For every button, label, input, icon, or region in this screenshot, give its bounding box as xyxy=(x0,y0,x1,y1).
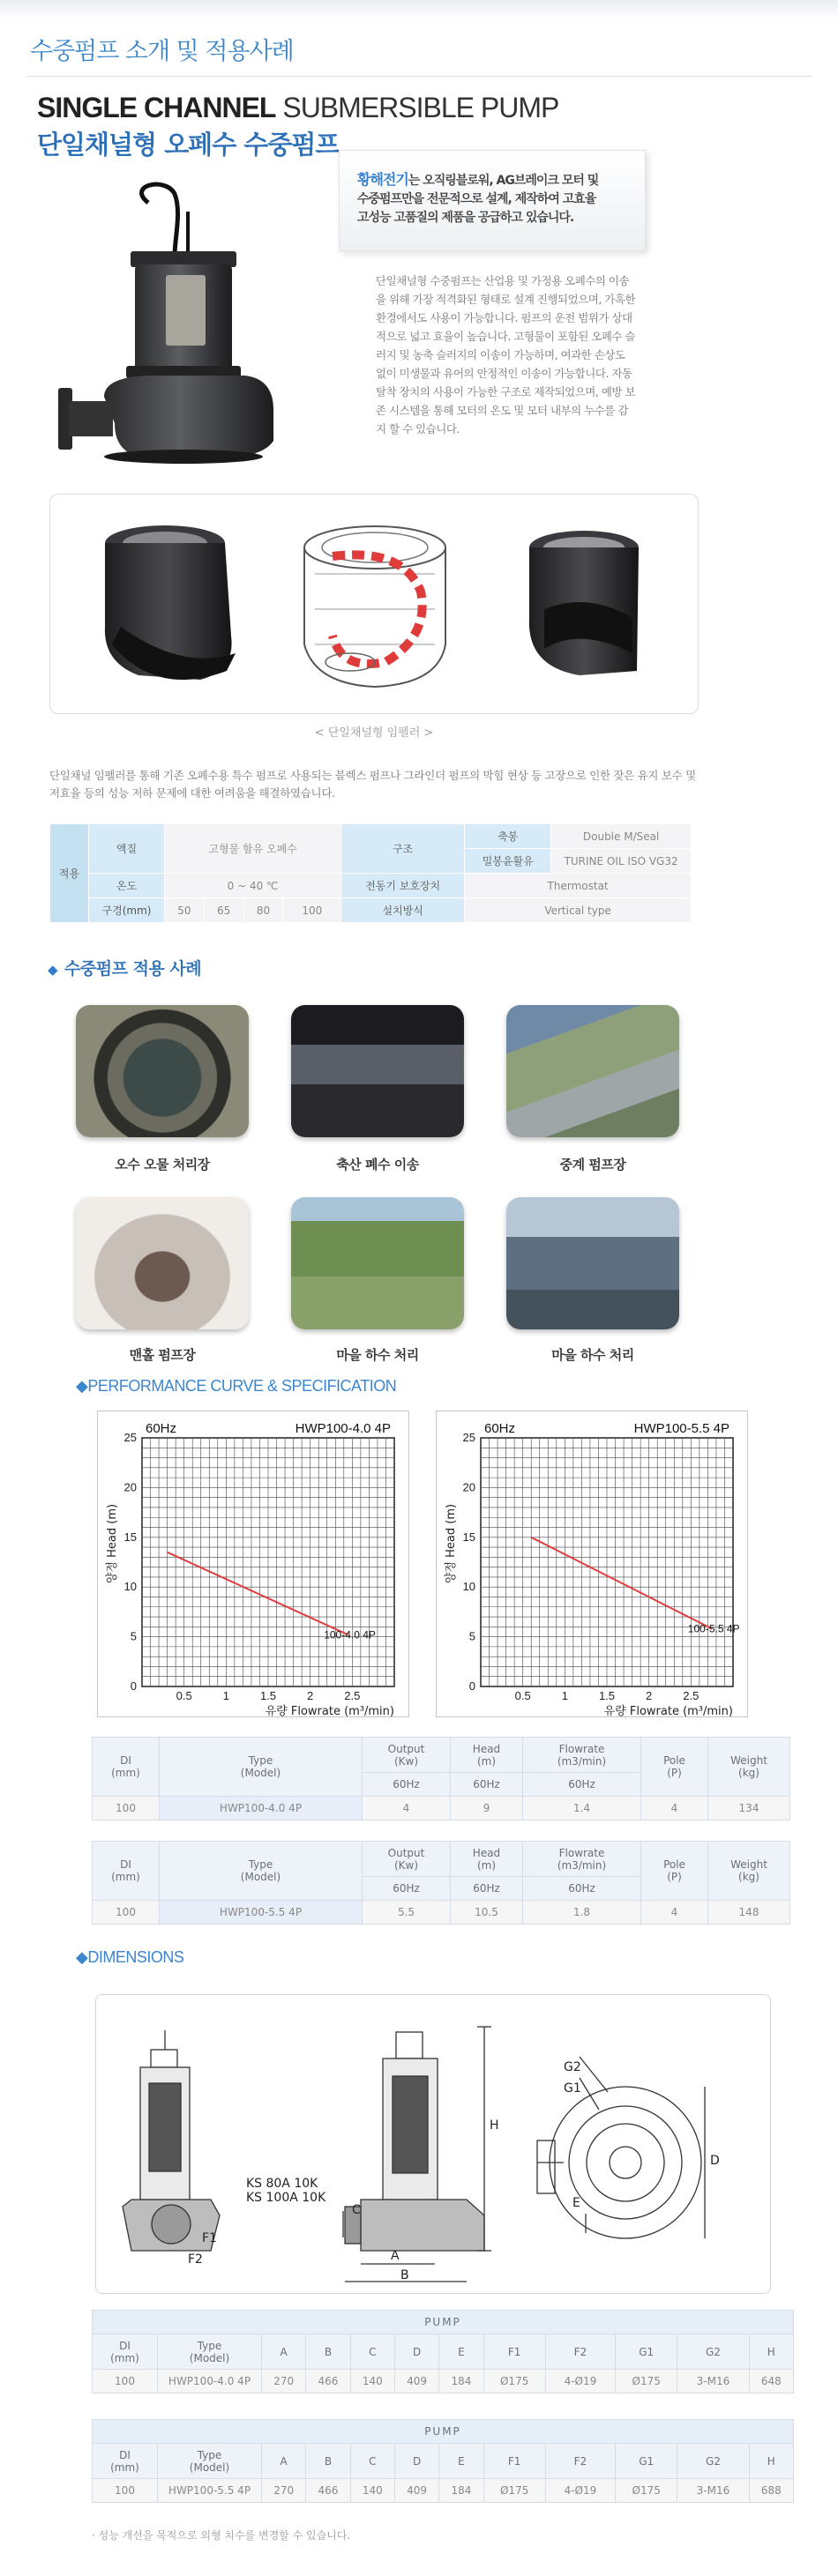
pump-image xyxy=(42,176,307,467)
install-value: Vertical type xyxy=(465,898,692,923)
header-di: DI (mm) xyxy=(93,2444,158,2479)
case-caption: 마을 하수 처리 xyxy=(551,1347,634,1363)
pump-title: PUMP xyxy=(93,2420,794,2444)
x-tick-label: 0.5 xyxy=(514,1689,531,1702)
impeller-illustration xyxy=(50,495,700,715)
header-f1: F1 xyxy=(483,2444,545,2479)
y-tick-label: 0 xyxy=(468,1679,475,1693)
intro-line-1: 는 오직링블로워, AG브레이크 모터 및 xyxy=(408,174,599,188)
chart-svg xyxy=(98,1411,410,1718)
header-head: Head (m) xyxy=(451,1842,523,1877)
header-hz: 60Hz xyxy=(523,1773,641,1797)
cell-type: HWP100-5.5 4P xyxy=(160,1901,363,1925)
header-c: C xyxy=(350,2444,394,2479)
header-weight: Weight (kg) xyxy=(708,1738,790,1797)
case-photo-manhole xyxy=(76,1197,249,1329)
title-divider xyxy=(26,76,812,77)
header-di: DI (mm) xyxy=(93,2334,158,2370)
label-e: E xyxy=(572,2196,580,2210)
motor-protect-label: 전동기 보호장치 xyxy=(341,874,465,898)
label-g2: G2 xyxy=(564,2060,581,2074)
y-tick-label: 5 xyxy=(130,1629,137,1643)
product-title-kr: 단일채널형 오페수 수중펌프 xyxy=(37,130,340,160)
cell-h: 688 xyxy=(749,2479,793,2503)
label-b: B xyxy=(400,2268,409,2282)
y-tick-label: 0 xyxy=(130,1679,137,1693)
case-caption: 맨홀 펌프장 xyxy=(129,1347,196,1363)
header-b: B xyxy=(306,2444,350,2479)
cell-d: 409 xyxy=(394,2479,438,2503)
header-di: DI (mm) xyxy=(93,1842,160,1901)
cell-di: 100 xyxy=(93,2370,158,2394)
y-axis-label: 양정 Head (m) xyxy=(445,1503,458,1584)
y-tick-label: 15 xyxy=(123,1530,137,1544)
case-caption: 오수 오물 처리장 xyxy=(115,1157,210,1173)
intro-box xyxy=(339,150,646,251)
spec-table xyxy=(49,823,692,923)
header-f2: F2 xyxy=(545,2444,615,2479)
header-output: Output (Kw) xyxy=(363,1842,451,1877)
header-g1: G1 xyxy=(616,2444,677,2479)
case-photo-relay xyxy=(506,1005,679,1137)
case-photo-village2 xyxy=(506,1197,679,1329)
table-row xyxy=(93,2479,794,2503)
header-a: A xyxy=(262,2444,306,2479)
header-g2: G2 xyxy=(677,2444,749,2479)
table-row xyxy=(93,1797,790,1820)
cell-e: 184 xyxy=(439,2370,483,2394)
cell-head: 10.5 xyxy=(451,1901,523,1925)
cell-output: 5.5 xyxy=(363,1901,451,1925)
cell-type: HWP100-4.0 4P xyxy=(160,1797,363,1820)
label-f2: F2 xyxy=(188,2252,203,2267)
label-a: A xyxy=(391,2249,400,2263)
cell-g2: 3-M16 xyxy=(677,2479,749,2503)
header-hz: 60Hz xyxy=(451,1773,523,1797)
series-label: 100-4.0 4P xyxy=(324,1628,376,1642)
x-tick-label: 0.5 xyxy=(176,1689,192,1702)
label-g1: G1 xyxy=(564,2081,581,2096)
diamond-icon: ◆ xyxy=(76,1948,88,1966)
cell-c: 140 xyxy=(350,2370,394,2394)
intro-line-2: 수중펌프만을 전문적으로 설계, 제작하여 고효율 xyxy=(357,192,596,206)
header-weight: Weight (kg) xyxy=(708,1842,790,1901)
y-tick-label: 15 xyxy=(462,1530,475,1544)
structure-label: 구조 xyxy=(341,824,465,874)
intro-line-3: 고성능 고품질의 제품을 공급하고 있습니다. xyxy=(357,211,574,225)
y-tick-label: 5 xyxy=(468,1629,475,1643)
header-e: E xyxy=(439,2444,483,2479)
label-d: D xyxy=(710,2154,720,2168)
cell-c: 140 xyxy=(350,2479,394,2503)
case-caption: 중계 펌프장 xyxy=(559,1157,626,1173)
cell-pole: 4 xyxy=(641,1901,708,1925)
header-head: Head (m) xyxy=(451,1738,523,1773)
cell-type: HWP100-5.5 4P xyxy=(158,2479,262,2503)
x-tick-label: 1.5 xyxy=(598,1689,616,1702)
bore-label: 구경(mm) xyxy=(89,898,165,923)
intro-description: 단일채널형 수중펌프는 산업용 및 가정용 오폐수의 이송을 위해 가장 적격화된 형태로 설계 진행되었으며, 가혹한 환경에서도 사용이 가능합니다. 펌프의 운전 범위가 상대적으로 넓고 효율이 높습니다. 고형물이 포함된 오폐수 슬러지 및 농축 슬러지의 이송이 가능하며, 여과한 손상도 없이 미생물과 유어의 안정적인 이송이 가능합니다. 자동 탈착 장치의 사용이 가능한 구조로 제작되었으며, 예방 보존 시스템을 통해 모터의 온도 및 모터 내부의 누수를 감지 할 수 있습니다. xyxy=(376,274,636,436)
cell-e: 184 xyxy=(439,2479,483,2503)
dimension-table-1 xyxy=(92,2310,794,2394)
dimension-drawing-panel xyxy=(95,1994,771,2294)
cell-flowrate: 1.8 xyxy=(523,1901,641,1925)
header-b: B xyxy=(306,2334,350,2370)
header-flowrate: Flowrate (m3/min) xyxy=(523,1738,641,1773)
impeller-panel xyxy=(49,494,699,714)
dimensions-heading: ◆DIMENSIONS xyxy=(76,1948,184,1966)
bore-value: 65 xyxy=(204,898,243,923)
company-name: 황해전기 xyxy=(357,171,408,188)
header-type: Type (Model) xyxy=(160,1738,363,1797)
x-tick-label: 1.5 xyxy=(259,1689,277,1702)
header-type: Type (Model) xyxy=(158,2334,262,2370)
seal-value: Double M/Seal xyxy=(551,824,692,849)
header-h: H xyxy=(749,2444,793,2479)
bore-value: 50 xyxy=(165,898,205,923)
cell-weight: 134 xyxy=(708,1797,790,1820)
temp-label: 온도 xyxy=(89,874,165,898)
cell-d: 409 xyxy=(394,2370,438,2394)
header-type: Type (Model) xyxy=(158,2444,262,2479)
cell-output: 4 xyxy=(363,1797,451,1820)
chart-title: HWP100-5.5 4P xyxy=(633,1421,730,1436)
x-tick-label: 2.5 xyxy=(683,1689,700,1702)
header-f1: F1 xyxy=(483,2334,545,2370)
performance-chart-1 xyxy=(97,1411,409,1717)
x-axis-label: 유량 Flowrate (m³/min) xyxy=(265,1705,394,1718)
chart-title: HWP100-4.0 4P xyxy=(295,1421,391,1436)
temp-value: 0 ~ 40 ℃ xyxy=(165,874,341,898)
x-tick-label: 2 xyxy=(646,1689,653,1702)
seal-label: 축봉 xyxy=(465,824,551,849)
cell-weight: 148 xyxy=(708,1901,790,1925)
case-caption: 마을 하수 처리 xyxy=(336,1347,419,1363)
label-c: C xyxy=(352,2203,361,2217)
case-photo-sewage xyxy=(76,1005,249,1137)
cell-g1: Ø175 xyxy=(616,2370,677,2394)
header-f2: F2 xyxy=(545,2334,615,2370)
impeller-caption: < 단일채널형 임펠러 > xyxy=(314,726,434,740)
label-f1: F1 xyxy=(202,2231,217,2245)
performance-chart-2 xyxy=(436,1411,748,1717)
header-pole: Pole (P) xyxy=(641,1842,708,1901)
cell-pole: 4 xyxy=(641,1797,708,1820)
case-photo-village1 xyxy=(291,1197,464,1329)
header-hz: 60Hz xyxy=(523,1877,641,1901)
header-flowrate: Flowrate (m3/min) xyxy=(523,1842,641,1877)
diamond-icon: ◆ xyxy=(48,962,58,978)
header-g2: G2 xyxy=(677,2334,749,2370)
cell-f1: Ø175 xyxy=(483,2370,545,2394)
cell-a: 270 xyxy=(262,2370,306,2394)
product-title-en: SINGLE CHANNEL SUBMERSIBLE PUMP xyxy=(37,92,559,123)
description-paragraph: 단일채널 임펠러를 통해 기존 오폐수용 특수 펌프로 사용되는 블렉스 펌프나 그라인더 펌프의 막힘 현상 등 고장으로 인한 잦은 유지 보수 및 저효율 등의 성능 저하 문제에 대한 여려움을 해결하였습니다. xyxy=(49,769,696,800)
cell-h: 648 xyxy=(749,2370,793,2394)
freq-label: 60Hz xyxy=(146,1421,177,1436)
header-pole: Pole (P) xyxy=(641,1738,708,1797)
series-label: 100-5.5 4P xyxy=(687,1622,740,1635)
pump-title: PUMP xyxy=(93,2311,794,2334)
cell-di: 100 xyxy=(93,1797,160,1820)
apply-label: 적용 xyxy=(50,824,89,923)
header-g1: G1 xyxy=(616,2334,677,2370)
cell-f1: Ø175 xyxy=(483,2479,545,2503)
liquid-label: 액질 xyxy=(89,824,165,874)
x-tick-label: 2 xyxy=(307,1689,314,1702)
cell-b: 466 xyxy=(306,2479,350,2503)
cell-g2: 3-M16 xyxy=(677,2370,749,2394)
header-output: Output (Kw) xyxy=(363,1738,451,1773)
header-hz: 60Hz xyxy=(363,1877,451,1901)
cell-g1: Ø175 xyxy=(616,2479,677,2503)
oil-label: 밀봉윤활유 xyxy=(465,849,551,874)
x-axis-label: 유량 Flowrate (m³/min) xyxy=(603,1705,733,1718)
dimension-table-2 xyxy=(92,2419,794,2503)
cell-flowrate: 1.4 xyxy=(523,1797,641,1820)
page-title: 수중펌프 소개 및 적용사례 xyxy=(30,38,294,65)
freq-label: 60Hz xyxy=(484,1421,516,1436)
label-ks-80a: KS 80A 10K xyxy=(246,2177,318,2191)
y-tick-label: 20 xyxy=(462,1480,475,1494)
header-d: D xyxy=(394,2334,438,2370)
motor-protect-value: Thermostat xyxy=(465,874,692,898)
cases-heading: ◆ 수중펌프 적용 사례 xyxy=(48,959,202,979)
bore-value: 100 xyxy=(283,898,341,923)
y-tick-label: 25 xyxy=(123,1431,137,1444)
label-ks-100a: KS 100A 10K xyxy=(246,2191,326,2205)
cell-di: 100 xyxy=(93,1901,160,1925)
performance-table-2 xyxy=(92,1841,790,1925)
y-tick-label: 20 xyxy=(123,1480,137,1494)
y-tick-label: 25 xyxy=(462,1431,475,1444)
x-tick-label: 2.5 xyxy=(344,1689,361,1702)
cell-a: 270 xyxy=(262,2479,306,2503)
y-tick-label: 10 xyxy=(123,1580,137,1594)
diamond-icon: ◆ xyxy=(76,1377,88,1395)
cell-f2: 4-Ø19 xyxy=(545,2479,615,2503)
table-row xyxy=(93,2370,794,2394)
chart-svg xyxy=(437,1411,749,1718)
cell-head: 9 xyxy=(451,1797,523,1820)
performance-heading: ◆PERFORMANCE CURVE & SPECIFICATION xyxy=(76,1377,397,1395)
dimension-drawing xyxy=(96,1995,772,2295)
cell-type: HWP100-4.0 4P xyxy=(158,2370,262,2394)
case-photo-livestock xyxy=(291,1005,464,1137)
header-c: C xyxy=(350,2334,394,2370)
oil-value: TURINE OIL ISO VG32 xyxy=(551,849,692,874)
case-caption: 축산 폐수 이송 xyxy=(336,1157,419,1173)
header-hz: 60Hz xyxy=(363,1773,451,1797)
bore-value: 80 xyxy=(243,898,283,923)
cell-b: 466 xyxy=(306,2370,350,2394)
x-tick-label: 1 xyxy=(222,1689,229,1702)
header-hz: 60Hz xyxy=(451,1877,523,1901)
header-d: D xyxy=(394,2444,438,2479)
performance-table-1 xyxy=(92,1737,790,1820)
top-band xyxy=(0,0,838,18)
table-row xyxy=(93,1901,790,1925)
y-axis-label: 양정 Head (m) xyxy=(106,1503,119,1584)
header-e: E xyxy=(439,2334,483,2370)
header-type: Type (Model) xyxy=(160,1842,363,1901)
y-tick-label: 10 xyxy=(462,1580,475,1594)
install-label: 설치방식 xyxy=(341,898,465,923)
cell-di: 100 xyxy=(93,2479,158,2503)
header-di: DI (mm) xyxy=(93,1738,160,1797)
label-h: H xyxy=(490,2118,499,2133)
header-h: H xyxy=(749,2334,793,2370)
liquid-value: 고형물 함유 오폐수 xyxy=(165,824,341,874)
cell-f2: 4-Ø19 xyxy=(545,2370,615,2394)
header-a: A xyxy=(262,2334,306,2370)
footnote: · 성능 개선을 목적으로 외형 치수를 변경할 수 있습니다. xyxy=(92,2529,351,2542)
x-tick-label: 1 xyxy=(561,1689,568,1702)
